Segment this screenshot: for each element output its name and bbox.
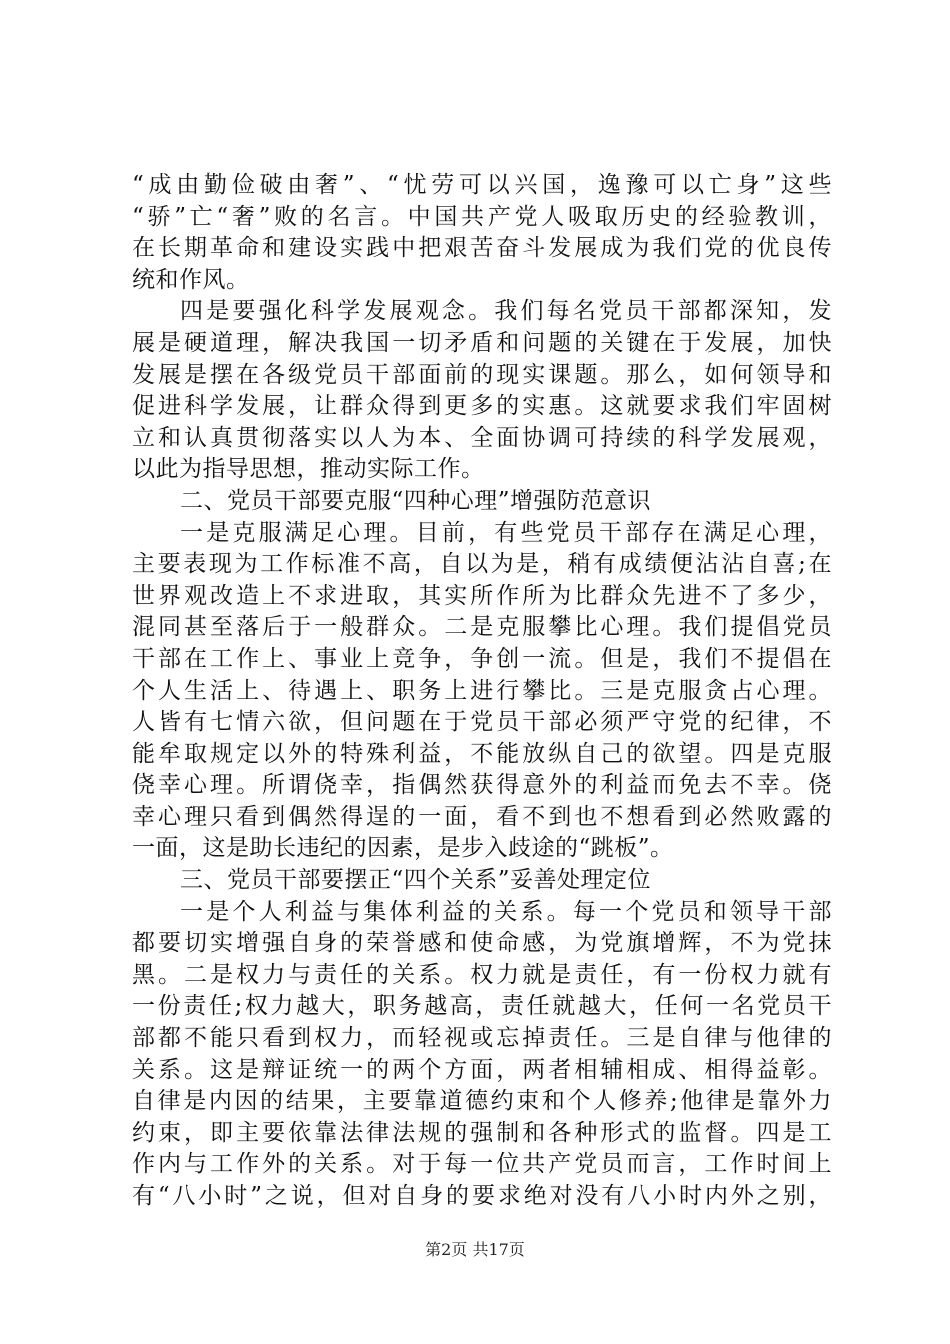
text-line: “骄”亡“奢”败的名言。中国共产党人吸取历史的经验教训， [132, 203, 832, 230]
text-line: 一是个人利益与集体利益的关系。每一个党员和领导干部 [180, 898, 832, 925]
text-line: 二、党员干部要克服“四种心理”增强防范意识 [180, 487, 652, 514]
text-line: 三、党员干部要摆正“四个关系”妥善处理定位 [180, 867, 652, 894]
text-line: 一份责任;权力越大，职务越高，责任就越大，任何一名党员干 [132, 993, 832, 1020]
text-line: 主要表现为工作标准不高，自以为是，稍有成绩便沾沾自喜;在 [132, 551, 832, 578]
text-line: 侥幸心理。所谓侥幸，指偶然获得意外的利益而免去不幸。侥 [132, 772, 832, 799]
text-line: 世界观改造上不求进取，其实所作所为比群众先进不了多少， [132, 582, 832, 609]
text-line: 关系。这是辩证统一的两个方面，两者相辅相成、相得益彰。 [132, 1056, 832, 1083]
text-line: 在长期革命和建设实践中把艰苦奋斗发展成为我们党的优良传 [132, 235, 832, 262]
text-line: “成由勤俭破由奢”、“忧劳可以兴国，逸豫可以亡身”这些 [132, 172, 832, 198]
text-line: 约束，即主要依靠法律法规的强制和各种形式的监督。四是工 [132, 1119, 832, 1146]
text-line: 作内与工作外的关系。对于每一位共产党员而言，工作时间上 [132, 1151, 832, 1178]
text-line: 发展是摆在各级党员干部面前的现实课题。那么，如何领导和 [132, 361, 832, 388]
text-line: 都要切实增强自身的荣誉感和使命感，为党旗增辉，不为党抹 [132, 930, 832, 957]
text-line: 人皆有七情六欲，但问题在于党员干部必须严守党的纪律，不 [132, 709, 832, 736]
text-line: 幸心理只看到偶然得逞的一面，看不到也不想看到必然败露的 [132, 803, 832, 830]
text-line: 立和认真贯彻落实以人为本、全面协调可持续的科学发展观， [132, 424, 832, 451]
text-line: 部都不能只看到权力，而轻视或忘掉责任。三是自律与他律的 [132, 1025, 832, 1052]
text-line: 展是硬道理，解决我国一切矛盾和问题的关键在于发展，加快 [132, 329, 832, 356]
text-line: 促进科学发展，让群众得到更多的实惠。这就要求我们牢固树 [132, 393, 832, 420]
text-line: 混同甚至落后于一般群众。二是克服攀比心理。我们提倡党员 [132, 614, 832, 641]
text-line: 自律是内因的结果，主要靠道德约束和个人修养;他律是靠外力 [132, 1088, 832, 1115]
text-line: 统和作风。 [132, 266, 250, 293]
text-line: 个人生活上、待遇上、职务上进行攀比。三是克服贪占心理。 [132, 677, 832, 704]
text-line: 能牟取规定以外的特殊利益，不能放纵自己的欲望。四是克服 [132, 740, 832, 767]
text-line: 黑。二是权力与责任的关系。权力就是责任，有一份权力就有 [132, 961, 832, 988]
text-line: 干部在工作上、事业上竞争，争创一流。但是，我们不提倡在 [132, 645, 832, 672]
text-line: 四是要强化科学发展观念。我们每名党员干部都深知，发 [180, 298, 832, 325]
text-line: 有“八小时”之说，但对自身的要求绝对没有八小时内外之别， [132, 1183, 832, 1209]
text-line: 一面，这是助长违纪的因素，是步入歧途的“跳板”。 [132, 835, 674, 862]
text-line: 一是克服满足心理。目前，有些党员干部存在满足心理， [180, 519, 832, 546]
text-line: 以此为指导思想，推动实际工作。 [132, 456, 485, 483]
document-body [132, 170, 832, 1213]
page-number-footer: 第2页 共17页 [425, 1240, 525, 1259]
